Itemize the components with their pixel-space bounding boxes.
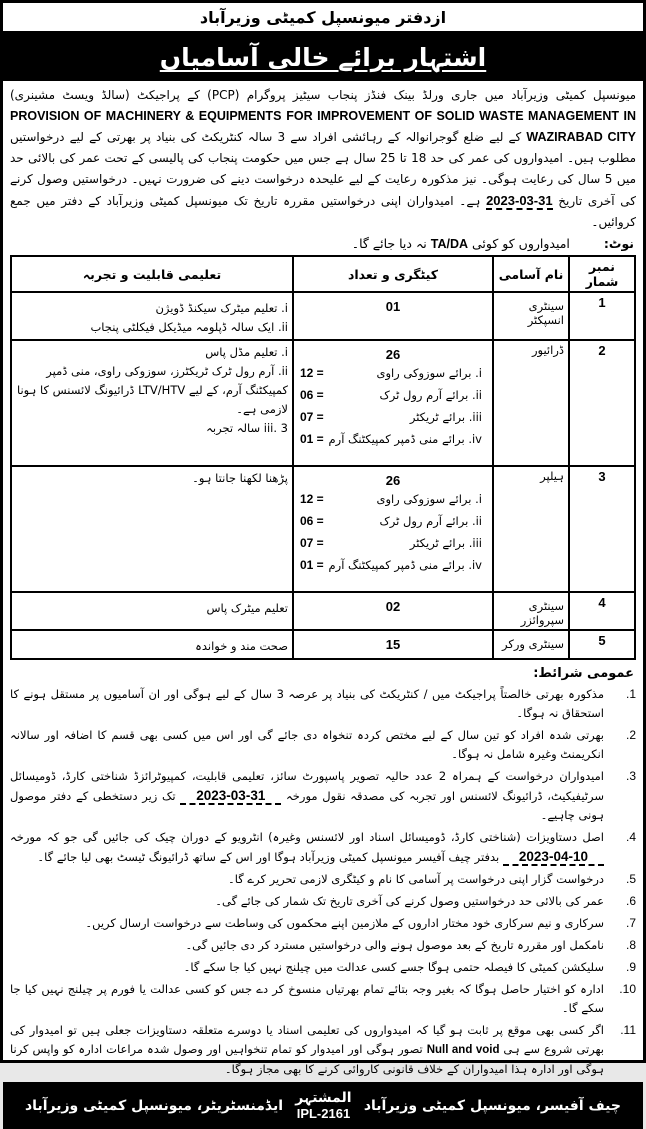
breakdown-count: 07 = — [300, 536, 324, 550]
conditions-list — [10, 685, 636, 1079]
intro-english-phrase-1: PROVISION OF MACHINERY & EQUIPMENTS — [10, 109, 282, 123]
condition-text — [10, 914, 604, 933]
category-count-cell — [293, 630, 493, 659]
masthead — [3, 3, 643, 34]
condition-item — [10, 726, 636, 764]
total-count: 15 — [385, 637, 401, 652]
qualification-cell — [11, 630, 293, 659]
condition-text — [10, 726, 604, 764]
position-name-cell: سینٹری ورکر — [493, 630, 569, 659]
table-row — [11, 340, 635, 466]
breakdown-row — [298, 510, 488, 532]
condition-english-phrase: Null and void — [426, 1044, 500, 1056]
title-strip — [3, 34, 643, 81]
category-count-cell — [293, 592, 493, 630]
condition-text — [10, 958, 604, 977]
serial-number-cell: 3 — [569, 466, 635, 592]
table-header-row — [11, 256, 635, 292]
qualification-line: ii. آرم رول ٹرک ٹریکٹرز، سوزوکی راوی، منی ڈمپر کمپیکٹنگ آرم، کے لیے LTV/HTV ڈرائیونگ لائسنس کا ہونا لازمی ہے۔ — [16, 364, 288, 416]
condition-text — [10, 767, 604, 825]
qualification-cell — [11, 292, 293, 340]
breakdown-row — [298, 406, 488, 428]
condition-text — [10, 685, 604, 723]
intro-urdu-2: کے لیے ضلع گوجرانوالہ کے رہائشی افراد سے 3 سالہ کنٹریکٹ کی بنیاد پر بھرتی کے لیے درخواستیں مطلوب ہیں۔ امیدواروں کی عمر کی حد 18 تا 25 سال ہے جس میں حکومت پنجاب کی پالیسی کے تحت عمر کی بالائی حد میں 5 سال کی رعایت ہوگی۔ نیز مذکورہ رعایت کے لیے علیحدہ درخواست دینے کی ضرورت نہیں۔ درخواستیں وصول کرنے کی آخری تاریخ — [10, 130, 637, 208]
condition-text-segment: بدفتر چیف آفیسر میونسپل کمیٹی وزیرآباد ہوگا اور اس کے ساتھ ڈرائیونگ ٹیسٹ بھی لیا جائے گا۔ — [37, 850, 503, 864]
condition-number: 5. — [625, 872, 636, 886]
footer-bar — [3, 1082, 643, 1129]
qualification-line: تعلیم میٹرک پاس — [206, 601, 288, 615]
condition-text-segment: سرکاری و نیم سرکاری خود مختار اداروں کے ملازمین اپنے محکموں کی وساطت سے درخواست ارسال کریں۔ — [85, 916, 604, 930]
column-header-3: تعلیمی قابلیت و تجربہ — [11, 256, 293, 292]
masthead-office-title: ازدفتر میونسپل کمیٹی وزیرآباد — [199, 7, 447, 27]
category-count-cell — [293, 466, 493, 592]
breakdown-label: ii. برائے آرم رول ٹرک — [379, 514, 482, 528]
condition-number: 2. — [625, 728, 636, 742]
table-row — [11, 630, 635, 659]
total-count: 02 — [385, 599, 401, 614]
qualification-cell — [11, 592, 293, 630]
intro-urdu-1: میونسپل کمیٹی وزیرآباد میں جاری ورلڈ بینک فنڈز پنجاب سیٹیز پروگرام (PCP) کے پراجیکٹ (سالڈ ویسٹ مشینری) — [10, 88, 636, 102]
breakdown-label: iv. برائے منی ڈمپر کمپیکٹنگ آرم — [328, 558, 482, 572]
condition-number: 6. — [625, 894, 636, 908]
condition-text-segment: اصل دستاویزات (شناختی کارڈ، ڈومیسائل اسناد اور لائسنس وغیرہ) انٹرویو کے دوران چیک کی جائیں گی جو کہ مورخہ — [10, 830, 604, 844]
condition-text — [10, 828, 604, 867]
condition-number: 3. — [625, 769, 636, 783]
condition-text — [10, 980, 604, 1018]
qualification-line: i. تعلیم میٹرک سیکنڈ ڈویژن — [155, 301, 288, 315]
application-deadline-date: 31-03-2023 — [486, 193, 553, 208]
serial-number-cell: 1 — [569, 292, 635, 340]
breakdown-count: 01 = — [300, 432, 324, 446]
condition-text-segment: درخواست گزار اپنی درخواست پر آسامی کا نام و کیٹگری لازمی تحریر کرے گا۔ — [228, 872, 604, 886]
footer-administrator-signature: ایڈمنسٹریٹر، میونسپل کمیٹی وزیرآباد — [25, 1097, 284, 1114]
ad-title: اشتہار برائے خالی آسامیاں — [159, 43, 487, 72]
breakdown-row — [298, 428, 488, 450]
condition-text-segment: عمر کی بالائی حد درخواستیں وصول کرنے کی آخری تاریخ تک شمار کی جائے گی۔ — [215, 894, 604, 908]
condition-text-segment: سلیکشن کمیٹی کا فیصلہ حتمی ہوگا جسے کسی عدالت میں چیلنج نہیں کیا جا سکے گا۔ — [183, 960, 604, 974]
table-row — [11, 466, 635, 592]
condition-text-segment: تصور ہوگی اور امیدوار کو تمام تنخواہیں اور وصول شدہ مراعات ادارہ کو واپس کرنا ہوگی اور ادارہ ہذا امیدواران کے خلاف قانونی کاروائی کرنے کا بھی مجاز ہوگا۔ — [10, 1042, 604, 1076]
breakdown-count: 06 = — [300, 514, 324, 528]
breakdown-label: iii. برائے ٹریکٹر — [409, 536, 482, 550]
breakdown-label: i. برائے سوزوکی راوی — [376, 492, 482, 506]
condition-text-segment: مذکورہ بھرتی خالصتاً پراجیکٹ میں / کنٹریکٹ کی بنیاد پر عرصہ 3 سال کے لیے ہوگی اور ان آسامیوں پر مستقل ہونے کا استحقاق نہ ہوگا۔ — [10, 687, 604, 720]
condition-text-segment: ادارہ کو اختیار حاصل ہوگا کہ بغیر وجہ بتائے تمام بھرتیاں منسوخ کر دے جس کو کسی عدالت یا فورم پر چیلنج نہیں کیا جا سکے گا۔ — [10, 982, 604, 1015]
breakdown-count: 01 = — [300, 558, 324, 572]
position-name-cell: سینٹری انسپکٹر — [493, 292, 569, 340]
qualification-line: i. تعلیم مڈل پاس — [205, 345, 288, 359]
total-count: 26 — [385, 473, 401, 488]
breakdown-row — [298, 488, 488, 510]
condition-item — [10, 870, 636, 889]
condition-item — [10, 980, 636, 1018]
condition-number: 4. — [625, 830, 636, 844]
total-count: 26 — [385, 347, 401, 362]
column-header-0: نمبر شمار — [569, 256, 635, 292]
conditions-heading: عمومی شرائط: — [533, 666, 634, 681]
footer-publisher-block — [295, 1090, 351, 1122]
condition-number: 10. — [619, 982, 636, 996]
table-row — [11, 592, 635, 630]
note-line — [10, 236, 634, 251]
condition-text — [10, 1021, 604, 1079]
condition-text-segment: تک زیر دستخطی کے دفتر موصول ہونی چاہیے۔ — [10, 789, 604, 822]
column-header-2: کیٹگری و تعداد — [293, 256, 493, 292]
serial-number-cell: 5 — [569, 630, 635, 659]
condition-number: 8. — [625, 938, 636, 952]
breakdown-row — [298, 362, 488, 384]
condition-item — [10, 1021, 636, 1079]
note-tada: TA/DA — [430, 237, 468, 251]
condition-number: 1. — [625, 687, 636, 701]
condition-item — [10, 958, 636, 977]
condition-item — [10, 828, 636, 867]
breakdown-label: iii. برائے ٹریکٹر — [409, 410, 482, 424]
intro-paragraph — [10, 85, 636, 233]
footer-ipl-code: IPL-2161 — [296, 1105, 351, 1121]
condition-text-segment: امیدواران درخواست کے ہمراہ 2 عدد حالیہ تصویر پاسپورٹ سائز، تعلیمی قابلیت، کمپیوٹرائزڈ شناختی کارڈ، ڈومیسائل سرٹیفیکیٹ، ڈرائیونگ لائسنس اور تجربہ کی مصدقہ نقول مورخہ — [10, 769, 605, 803]
condition-date: 10-04-2023 — [503, 849, 604, 866]
intro-urdu-3: ہے۔ امیدواران اپنی درخواستیں مقررہ تاریخ تک میونسپل کمیٹی وزیرآباد کے دفتر میں جمع کروائیں۔ — [10, 194, 636, 229]
ad-body — [3, 81, 643, 1082]
footer-chief-officer-signature: چیف آفیسر، میونسپل کمیٹی وزیرآباد — [363, 1097, 621, 1114]
qualification-line: iii. 3 سالہ تجربہ — [206, 421, 288, 435]
note-text-pre: امیدواروں کو کوئی — [468, 236, 570, 251]
condition-number: 11. — [620, 1023, 636, 1037]
category-count-cell — [293, 292, 493, 340]
breakdown-row — [298, 384, 488, 406]
serial-number-cell: 4 — [569, 592, 635, 630]
position-name-cell: ہیلپر — [493, 466, 569, 592]
qualification-line: ii. ایک سالہ ڈپلومہ میڈیکل فیکلٹی پنجاب — [90, 320, 288, 334]
position-name-cell: ڈرائیور — [493, 340, 569, 466]
note-text-post: نہ دیا جائے گا۔ — [351, 236, 431, 251]
condition-text-segment: نامکمل اور مقررہ تاریخ کے بعد موصول ہونے والی درخواستیں مسترد کر دی جائیں گی۔ — [185, 938, 604, 952]
breakdown-row — [298, 532, 488, 554]
serial-number-cell: 2 — [569, 340, 635, 466]
condition-text — [10, 892, 604, 911]
breakdown-row — [298, 554, 488, 576]
condition-text — [10, 936, 604, 955]
column-header-1: نام آسامی — [493, 256, 569, 292]
condition-date: 31-03-2023 — [180, 788, 281, 805]
qualification-cell — [11, 340, 293, 466]
breakdown-label: ii. برائے آرم رول ٹرک — [379, 388, 482, 402]
condition-item — [10, 914, 636, 933]
breakdown-count: 07 = — [300, 410, 324, 424]
breakdown-count: 12 = — [300, 366, 324, 380]
total-count: 01 — [385, 299, 401, 314]
condition-number: 7. — [625, 916, 636, 930]
condition-text-segment: بھرتی شدہ افراد کو تین سال کے لیے مختص کردہ تنخواہ دی جائے گی اور اس میں کسی بھی قسم کا اضافہ اور سالانہ انکریمنٹ وغیرہ شامل نہ ہوگا۔ — [10, 728, 604, 761]
qualification-cell — [11, 466, 293, 592]
position-name-cell: سینٹری سپروائزر — [493, 592, 569, 630]
condition-number: 9. — [625, 960, 636, 974]
footer-publisher-label: المشتہر — [295, 1089, 352, 1106]
condition-item — [10, 685, 636, 723]
breakdown-count: 06 = — [300, 388, 324, 402]
vacancies-table — [10, 255, 636, 660]
breakdown-label: i. برائے سوزوکی راوی — [376, 366, 482, 380]
condition-item — [10, 767, 636, 825]
condition-item — [10, 892, 636, 911]
note-label: نوٹ: — [603, 236, 634, 251]
qualification-line: صحت مند و خواندہ — [195, 639, 288, 653]
condition-item — [10, 936, 636, 955]
breakdown-label: iv. برائے منی ڈمپر کمپیکٹنگ آرم — [328, 432, 482, 446]
category-count-cell — [293, 340, 493, 466]
condition-text — [10, 870, 604, 889]
table-row — [11, 292, 635, 340]
qualification-line: پڑھنا لکھنا جانتا ہو۔ — [192, 471, 288, 485]
breakdown-count: 12 = — [300, 492, 324, 506]
condition-text-segment: اگر کسی بھی موقع پر ثابت ہو گیا کہ امیدواروں کی تعلیمی اسناد یا دوسرے متعلقہ دستاویزات جعلی ہیں تو امیدوار کی بھرتی شروع سے ہی — [10, 1023, 604, 1056]
intro-english-phrase-2: FOR IMPROVEMENT OF SOLID WASTE MANAGEMENT IN WAZIRABAD CITY — [286, 109, 637, 144]
